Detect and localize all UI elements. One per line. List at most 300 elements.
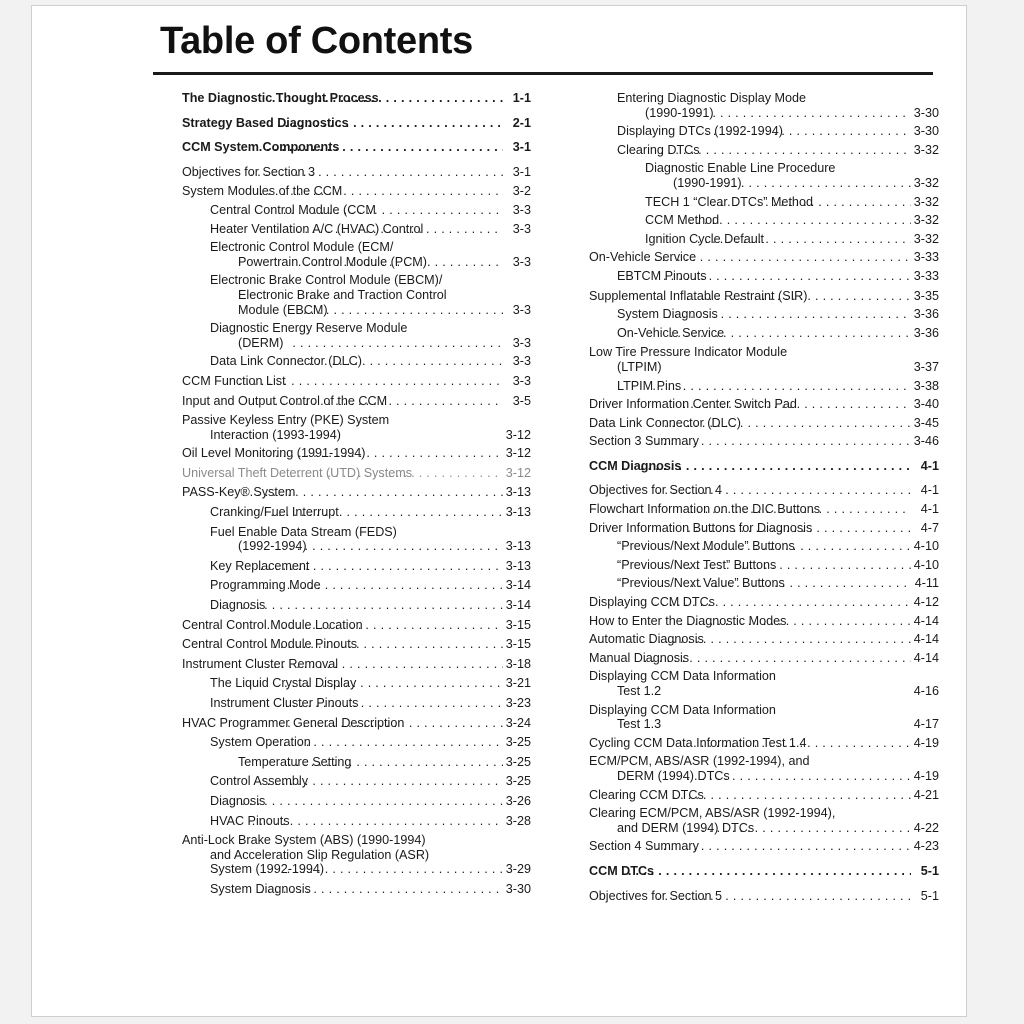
toc-entry: [589, 539, 939, 554]
toc-entry-title: CCM Diagnosis: [589, 458, 682, 473]
toc-page-number: 3-36: [913, 307, 939, 322]
toc-entry: [182, 505, 531, 520]
toc-page-number: 3-3: [512, 373, 531, 388]
dot-leader: [274, 354, 503, 369]
toc-entry-title: EBTCM Pinouts: [617, 268, 707, 283]
toc-entry: [182, 394, 531, 409]
toc-entry-title: HVAC Programmer General Description: [182, 715, 405, 730]
toc-entry: [182, 559, 531, 574]
dot-leader: [278, 466, 503, 481]
dot-leader: [238, 485, 503, 500]
toc-entry: [182, 882, 531, 897]
toc-entry: [589, 558, 939, 573]
toc-entry-title: Universal Theft Deterrent (UTD) Systems: [182, 465, 413, 480]
page-title: Table of Contents: [160, 20, 473, 62]
toc-entry: [589, 161, 939, 190]
toc-entry-title: Diagnostic Enable Line Procedure: [645, 161, 836, 176]
toc-entry-title: On-Vehicle Service: [589, 250, 697, 265]
toc-entry-title: System (1992-1994): [210, 862, 325, 877]
toc-entry-title: and DERM (1994) DTCs: [617, 820, 755, 835]
dot-leader: [648, 379, 911, 394]
toc-entry-title: Manual Diagnosis: [589, 650, 690, 665]
toc-entry-title: Ignition Cycle Default: [645, 231, 765, 246]
toc-entry-title: Test 1.2: [617, 684, 662, 698]
dot-leader: [686, 502, 911, 517]
toc-entry: [182, 578, 531, 593]
dot-leader: [237, 598, 503, 613]
toc-entry: [182, 755, 531, 770]
dot-leader: [682, 736, 911, 751]
toc-page-number: 4-10: [913, 539, 939, 554]
toc-entry-title: LTPIM Pins: [617, 378, 682, 393]
toc-entry-title: Central Control Module Pinouts: [182, 637, 358, 652]
toc-page-number: 3-24: [505, 715, 531, 730]
dot-leader: [279, 203, 503, 218]
dot-leader: [237, 794, 503, 809]
toc-entry: [182, 466, 531, 481]
toc-entry-title: Control Assembly: [210, 774, 308, 789]
toc-entry: [589, 614, 939, 629]
toc-page-number: 3-14: [505, 578, 531, 593]
toc-page-number: 4-1: [920, 502, 939, 517]
toc-page-number: 3-32: [913, 213, 939, 228]
toc-entry-title: Cycling CCM Data Information Test 1.4: [589, 735, 807, 750]
toc-entry-title: Automatic Diagnosis: [589, 632, 704, 647]
toc-page-number: 3-36: [913, 325, 939, 340]
dot-leader: [273, 676, 503, 691]
toc-page-number: 3-15: [505, 617, 531, 632]
dot-leader: [679, 397, 911, 412]
toc-entry-title: Oil Level Monitoring (1991-1994): [182, 446, 366, 461]
toc-entry-title: Displaying CCM DTCs: [589, 595, 715, 610]
toc-page-number: 3-23: [505, 696, 531, 710]
dot-leader: [646, 788, 911, 803]
toc-entry: [589, 595, 939, 610]
dot-leader: [690, 821, 911, 836]
toc-page-number: 3-1: [512, 140, 531, 155]
dot-leader: [255, 140, 503, 155]
toc-page-number: 1-1: [512, 91, 531, 105]
dot-leader: [268, 91, 503, 106]
toc-entry: [182, 222, 531, 237]
dot-leader: [246, 165, 503, 180]
toc-entry: [182, 203, 531, 218]
toc-entry-title: Clearing DTCs: [617, 142, 700, 157]
toc-page-number: 3-38: [913, 378, 939, 393]
toc-entry: [589, 502, 939, 517]
toc-entry-title: Diagnosis: [210, 793, 266, 808]
toc-entry-title: CCM Method: [645, 213, 720, 228]
toc-entry-title: Data Link Connector (DLC): [210, 354, 362, 369]
toc-entry-title: How to Enter the Diagnostic Modes: [589, 613, 787, 628]
toc-entry: [589, 250, 939, 265]
toc-entry: [182, 273, 531, 317]
toc-entry: [182, 165, 531, 180]
toc-entry: [182, 657, 531, 672]
toc-entry-title: The Liquid Crystal Display: [210, 676, 357, 691]
toc-entry-title: Programming Mode: [210, 578, 321, 593]
dot-leader: [256, 184, 503, 199]
toc-entry-title: Driver Information Buttons for Diagnosis: [589, 520, 813, 535]
dot-leader: [646, 632, 911, 647]
dot-leader: [675, 614, 911, 629]
toc-entry: [589, 576, 939, 591]
dot-leader: [677, 213, 911, 228]
dot-leader: [248, 814, 503, 829]
toc-page-number: 3-45: [913, 415, 939, 430]
toc-entry: [589, 379, 939, 394]
toc-page-number: 4-12: [913, 595, 939, 610]
toc-entry: [182, 321, 531, 350]
toc-entry-title: Central Control Module Location: [182, 617, 363, 632]
toc-entry-title: Cranking/Fuel Interrupt: [210, 505, 339, 520]
toc-entry-title: System Operation: [210, 735, 311, 750]
toc-page-number: 3-37: [913, 359, 939, 374]
toc-entry: [589, 889, 939, 904]
toc-entry-title: Instrument Cluster Removal: [182, 656, 339, 671]
toc-entry: [589, 416, 939, 431]
toc-entry-title: Clearing CCM DTCs: [589, 787, 704, 802]
toc-page-number: 3-12: [505, 446, 531, 461]
toc-page-number: 3-15: [505, 637, 531, 652]
dot-leader: [640, 651, 911, 666]
toc-page-number: 3-33: [913, 250, 939, 265]
toc-entry-title: Fuel Enable Data Stream (FEDS): [210, 524, 397, 539]
toc-entry: [182, 184, 531, 199]
toc-entry-title: DERM (1994) DTCs: [617, 768, 730, 783]
toc-page-number: 3-2: [512, 184, 531, 199]
toc-page-number: 3-3: [512, 335, 531, 350]
toc-entry-title: “Previous/Next Value” Buttons: [617, 576, 785, 591]
toc-entry: [182, 637, 531, 652]
toc-page-number: 3-3: [512, 254, 531, 269]
toc-entry: [182, 676, 531, 691]
toc-entry-title: Powertrain Control Module (PCM): [238, 254, 427, 269]
dot-leader: [288, 336, 503, 351]
toc-page-number: 3-32: [913, 231, 939, 246]
toc-page-number: 3-1: [512, 164, 531, 179]
toc-entry: [182, 413, 531, 442]
toc-page-number: 3-13: [505, 558, 531, 573]
toc-entry-title: “Previous/Next Module” Buttons: [617, 539, 795, 554]
toc-entry: [182, 618, 531, 633]
toc-entry: [182, 446, 531, 461]
toc-page-number: 3-25: [505, 735, 531, 750]
dot-leader: [653, 889, 911, 904]
document-page: [31, 5, 967, 1017]
dot-leader: [624, 864, 911, 879]
toc-entry: [182, 598, 531, 613]
toc-page-number: 4-14: [913, 632, 939, 647]
toc-page-number: 4-10: [913, 557, 939, 572]
toc-entry: [182, 354, 531, 369]
toc-page-number: 3-26: [505, 793, 531, 808]
toc-page-number: 3-30: [913, 105, 939, 120]
dot-leader: [666, 326, 911, 341]
toc-entry: [182, 794, 531, 809]
toc-page-number: 3-35: [913, 288, 939, 303]
toc-entry-title: (DERM): [238, 335, 284, 350]
toc-page-number: 4-19: [913, 768, 939, 783]
toc-entry-title: Strategy Based Diagnostics: [182, 115, 349, 130]
toc-entry: [589, 434, 939, 449]
toc-entry: [589, 232, 939, 247]
toc-page-number: 4-22: [913, 820, 939, 835]
toc-entry-title: Test 1.3: [617, 717, 662, 732]
toc-page-number: 4-1: [920, 483, 939, 498]
toc-page-number: 3-32: [913, 194, 939, 209]
toc-entry-title: (1992-1994): [238, 539, 307, 554]
toc-entry-title: Central Control Module (CCM: [210, 202, 376, 217]
toc-entry-title: “Previous/Next Test” Buttons: [617, 557, 777, 572]
toc-entry-title: System Modules of the CCM: [182, 184, 343, 199]
dot-leader: [283, 862, 503, 877]
toc-entry-title: Section 4 Summary: [589, 839, 699, 854]
dot-leader: [650, 595, 911, 610]
toc-page-number: 3-30: [505, 881, 531, 896]
toc-page-number: 3-3: [512, 202, 531, 217]
toc-entry: [589, 754, 939, 783]
toc-entry: [589, 736, 939, 751]
dot-leader: [254, 657, 503, 672]
toc-entry: [589, 806, 939, 835]
toc-entry: [589, 632, 939, 647]
toc-column-left: [182, 91, 531, 897]
toc-entry-title: Displaying DTCs (1992-1994): [617, 124, 783, 139]
toc-page-number: 3-12: [505, 465, 531, 480]
dot-leader: [660, 416, 911, 431]
toc-page-number: 2-1: [512, 115, 531, 130]
dot-leader: [264, 446, 503, 461]
toc-entry: [182, 696, 531, 711]
toc-entry: [589, 91, 939, 120]
toc-entry-title: Diagnosis: [210, 598, 266, 613]
toc-entry-title: System Diagnosis: [210, 881, 311, 896]
toc-entry: [589, 788, 939, 803]
toc-entry-title: PASS-Key® System: [182, 485, 296, 500]
toc-entry: [182, 140, 531, 155]
toc-entry: [589, 124, 939, 139]
toc-entry-title: Objectives for Section 5: [589, 888, 722, 903]
toc-entry: [589, 289, 939, 304]
dot-leader: [276, 716, 503, 731]
toc-entry: [182, 374, 531, 389]
toc-entry: [589, 195, 939, 210]
dot-leader: [267, 505, 503, 520]
toc-entry: [182, 525, 531, 554]
dot-leader: [687, 576, 911, 591]
dot-leader: [256, 559, 503, 574]
toc-entry-title: ECM/PCM, ABS/ASR (1992-1994), and: [589, 754, 810, 769]
toc-entry-title: Objectives for Section 4: [589, 483, 722, 498]
dot-leader: [260, 578, 503, 593]
toc-page-number: 3-25: [505, 774, 531, 789]
dot-leader: [293, 222, 503, 237]
toc-entry-title: Temperature Setting: [238, 754, 352, 769]
toc-entry-title: Objectives for Section 3: [182, 164, 315, 179]
toc-entry: [182, 833, 531, 877]
toc-page-number: 4-17: [913, 717, 939, 732]
dot-leader: [299, 303, 503, 318]
toc-entry-title: Entering Diagnostic Display Mode: [617, 91, 806, 105]
dot-leader: [714, 176, 911, 191]
toc-page-number: 4-11: [914, 576, 939, 591]
toc-entry-title: TECH 1 “Clear DTCs” Method: [645, 194, 813, 209]
toc-entry-title: Input and Output Control of the CCM: [182, 393, 388, 408]
dot-leader: [686, 124, 911, 139]
dot-leader: [256, 735, 503, 750]
toc-page-number: 3-14: [505, 598, 531, 613]
toc-page-number: 3-13: [505, 539, 531, 554]
toc-entry-title: Electronic Brake Control Module (EBCM)/: [210, 273, 443, 288]
toc-entry-title: Supplemental Inflatable Restraint (SIR): [589, 288, 808, 303]
dot-leader: [690, 539, 911, 554]
toc-entry-title: CCM DTCs: [589, 863, 655, 878]
toc-page-number: 3-13: [505, 485, 531, 500]
toc-entry-title: Instrument Cluster Pinouts: [210, 696, 359, 710]
toc-entry-title: (LTPIM): [617, 359, 662, 374]
dot-leader: [636, 459, 911, 474]
toc-entry-title: Key Replacement: [210, 558, 310, 573]
toc-entry-title: Section 3 Summary: [589, 434, 699, 449]
toc-entry-title: (1990-1991): [673, 175, 742, 190]
toc-entry: [589, 483, 939, 498]
toc-page-number: 3-33: [913, 268, 939, 283]
dot-leader: [663, 307, 911, 322]
toc-entry-title: and Acceleration Slip Regulation (ASR): [210, 847, 430, 862]
toc-entry-title: Electronic Control Module (ECM/: [210, 240, 394, 255]
toc-page-number: 3-25: [505, 754, 531, 769]
toc-page-number: 5-1: [920, 863, 939, 878]
toc-page-number: 3-12: [505, 427, 531, 442]
toc-entry: [589, 345, 939, 374]
toc-entry-title: Displaying CCM Data Information: [589, 702, 776, 717]
toc-entry: [589, 143, 939, 158]
dot-leader: [258, 116, 503, 131]
toc-entry-title: Clearing ECM/PCM, ABS/ASR (1992-1994),: [589, 806, 836, 821]
dot-leader: [284, 755, 503, 770]
toc-entry-title: Low Tire Pressure Indicator Module: [589, 345, 788, 360]
toc-entry-title: (1990-1991): [645, 105, 714, 120]
dot-leader: [682, 769, 911, 784]
toc-entry: [589, 397, 939, 412]
toc-page-number: 3-21: [505, 676, 531, 691]
toc-page-number: 5-1: [920, 888, 939, 903]
toc-entry: [589, 326, 939, 341]
toc-page-number: 3-32: [913, 175, 939, 190]
toc-entry: [589, 521, 939, 536]
toc-page-number: 3-40: [913, 397, 939, 412]
title-rule: [153, 72, 933, 75]
toc-entry-title: Data Link Connector (DLC): [589, 415, 741, 430]
toc-entry: [182, 91, 531, 106]
toc-page-number: 3-5: [512, 393, 531, 408]
dot-leader: [255, 774, 503, 789]
dot-leader: [683, 521, 911, 536]
toc-page-number: 3-13: [505, 505, 531, 520]
toc-page-number: 3-3: [512, 354, 531, 369]
dot-leader: [693, 106, 911, 121]
toc-page-number: 3-29: [505, 862, 531, 877]
toc-page-number: 4-7: [920, 520, 939, 535]
toc-entry-title: Heater Ventilation A/C (HVAC) Control: [210, 221, 424, 236]
dot-leader: [234, 374, 503, 389]
dot-leader: [285, 539, 503, 554]
dot-leader: [643, 250, 911, 265]
toc-entry: [589, 703, 939, 732]
toc-entry: [182, 716, 531, 731]
toc-entry: [589, 651, 939, 666]
toc-entry-title: Displaying CCM Data Information: [589, 669, 776, 684]
toc-entry-title: Module (EBCM): [238, 302, 328, 317]
toc-entry-title: Driver Information Center Switch Pad: [589, 397, 797, 412]
toc-page-number: 4-19: [913, 735, 939, 750]
dot-leader: [294, 255, 503, 270]
toc-entry: [182, 774, 531, 789]
dot-leader: [261, 637, 503, 652]
dot-leader: [273, 696, 503, 711]
toc-page-number: 4-21: [913, 787, 939, 802]
toc-entry-title: CCM Function List: [182, 373, 286, 388]
dot-leader: [682, 289, 911, 304]
toc-page-number: 3-3: [512, 302, 531, 317]
dot-leader: [644, 434, 911, 449]
dot-leader: [263, 618, 503, 633]
toc-page-number: 4-1: [920, 458, 939, 473]
toc-entry: [589, 307, 939, 322]
toc-page-number: 4-23: [913, 839, 939, 854]
toc-entry: [182, 240, 531, 269]
dot-leader: [653, 483, 911, 498]
toc-entry-title: Interaction (1993-1994): [210, 427, 341, 442]
dot-leader: [693, 232, 911, 247]
toc-page-number: 3-32: [913, 142, 939, 157]
toc-page-number: 4-14: [913, 613, 939, 628]
toc-column-right: [589, 91, 939, 903]
dot-leader: [708, 195, 911, 210]
toc-entry-title: Passive Keyless Entry (PKE) System: [182, 413, 390, 428]
toc-entry-title: HVAC Pinouts: [210, 813, 290, 828]
toc-entry-title: CCM System Components: [182, 140, 340, 155]
toc-entry: [589, 839, 939, 854]
toc-entry-title: Anti-Lock Brake System (ABS) (1990-1994): [182, 833, 426, 848]
toc-entry: [182, 735, 531, 750]
toc-entry: [589, 459, 939, 474]
toc-page-number: 4-16: [913, 684, 939, 698]
toc-entry: [182, 116, 531, 131]
toc-page-number: 3-30: [913, 124, 939, 139]
toc-entry-title: Flowchart Information on the DIC Buttons: [589, 502, 820, 517]
toc-entry-title: On-Vehicle Service: [617, 325, 725, 340]
dot-leader: [659, 269, 911, 284]
toc-entry: [182, 814, 531, 829]
dot-leader: [270, 394, 503, 409]
dot-leader: [256, 882, 503, 897]
toc-entry: [589, 269, 939, 284]
toc-entry-title: System Diagnosis: [617, 307, 718, 322]
toc-page-number: 3-3: [512, 221, 531, 236]
toc-entry-title: Diagnostic Energy Reserve Module: [210, 321, 408, 336]
toc-entry-title: The Diagnostic Thought Process: [182, 91, 379, 105]
toc-entry: [182, 485, 531, 500]
toc-entry: [589, 864, 939, 879]
dot-leader: [684, 558, 911, 573]
dot-leader: [644, 839, 911, 854]
toc-page-number: 4-14: [913, 650, 939, 665]
toc-entry: [589, 213, 939, 228]
toc-page-number: 3-46: [913, 434, 939, 449]
toc-page-number: 3-18: [505, 656, 531, 671]
